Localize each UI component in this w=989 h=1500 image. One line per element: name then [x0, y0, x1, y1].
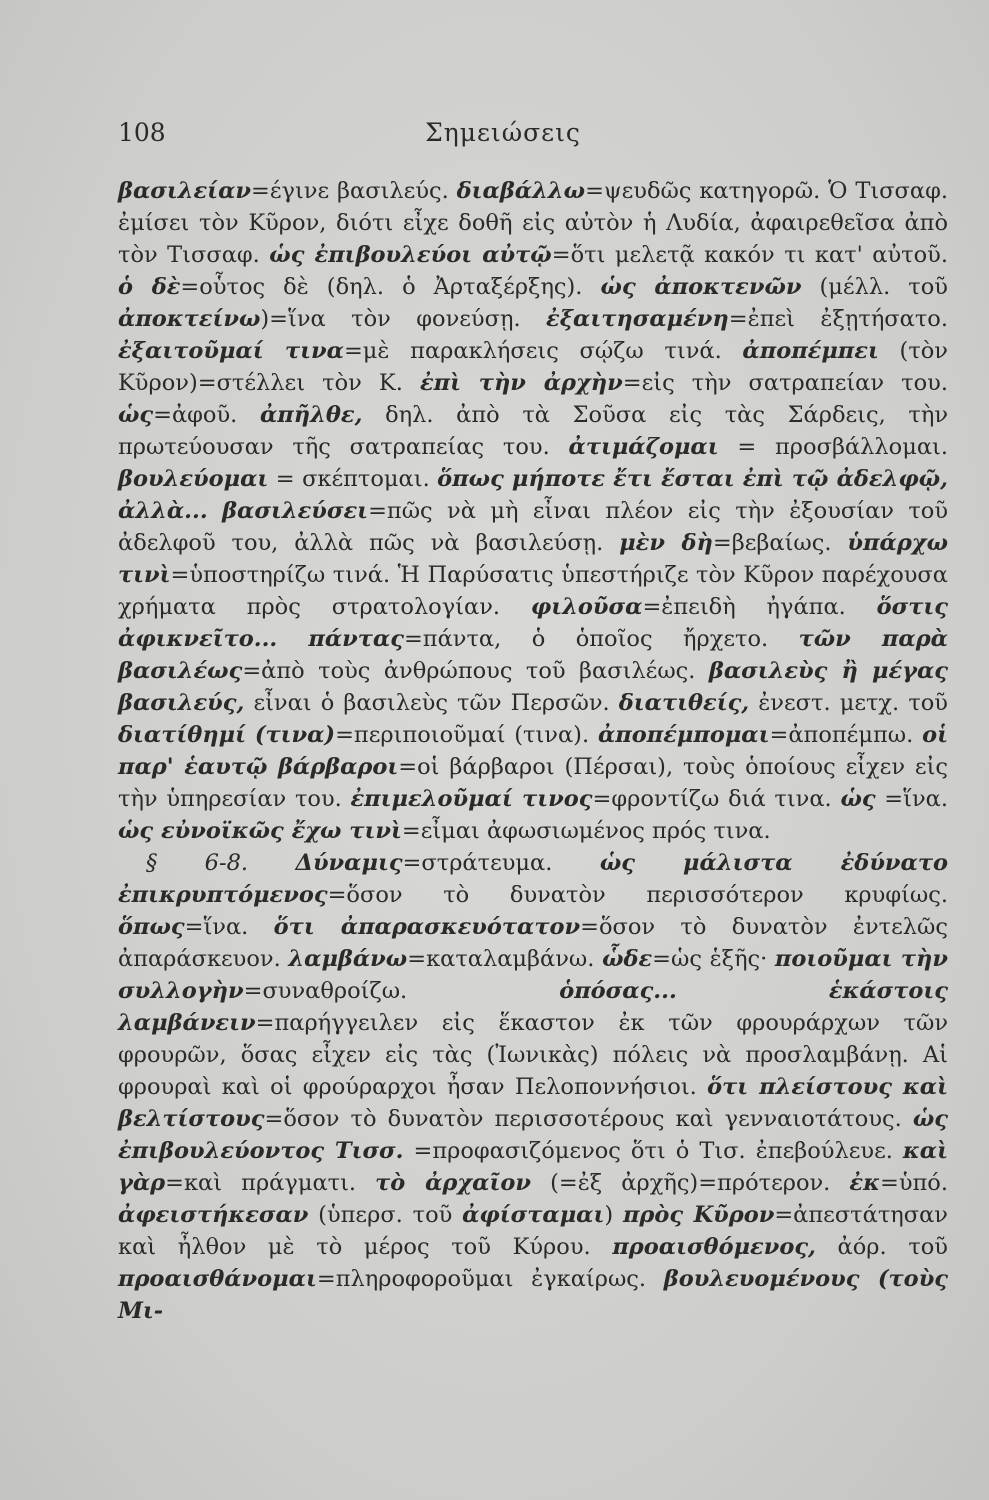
lemma: ἀποπέμπομαι [597, 722, 770, 748]
gloss-text: =πληροφοροῦμαι ἐγκαίρως. [316, 1266, 664, 1292]
lemma: βασιλεύσει [222, 498, 369, 524]
lemma: ὁπόσας... [559, 978, 677, 1004]
lemma: ἐξαιτησαμένη [546, 306, 729, 332]
gloss-text: =ἵνα. [875, 786, 948, 812]
gloss-text [246, 722, 255, 748]
body-text [118, 175, 948, 1327]
gloss-text: =εἶμαι ἀφωσιωμένος πρός τινα. [401, 818, 771, 844]
gloss-text: )=ἵνα τὸν φονεύσῃ. [260, 306, 547, 332]
paragraph-notes-1 [118, 175, 948, 847]
gloss-text: =φροντίζω διά τινα. [592, 786, 841, 812]
gloss-text: =βεβαίως. [712, 530, 848, 556]
running-head: Σημειώσεις [425, 118, 581, 147]
gloss-text: (μέλλ. τοῦ [801, 274, 948, 300]
lemma: ἀποκτείνω [118, 306, 261, 332]
gloss-text: =ὅτι μελετᾷ κακόν τι κατ' αὐτοῦ. [551, 242, 948, 268]
lemma: βουλεύομαι [118, 466, 269, 492]
lemma: ὅτι ἀπαρασκευότατον [273, 914, 581, 940]
lemma: ἑκάστοις λαμβάνειν [118, 978, 948, 1036]
lemma: ὡς ἐπιβουλεύοντος Τισσ. [118, 1106, 948, 1164]
lemma: ὡς μάλιστα ἐδύνατο ἐπικρυπτόμενος [118, 850, 948, 908]
gloss-text: =προφασιζόμενος ὅτι ὁ Τισ. ἐπεβούλευε. [403, 1138, 903, 1164]
lemma: φιλοῦσα [530, 594, 643, 620]
page-header [118, 118, 888, 158]
lemma: ὡς εὐνοϊκῶς ἔχω τινὶ [118, 818, 402, 844]
section-marker: § 6-8. [146, 850, 296, 876]
lemma: (τινα) [254, 722, 336, 748]
lemma: πρὸς Κῦρον [622, 1202, 775, 1228]
gloss-text: (=ἐξ ἀρχῆς)=πρότερον. [531, 1170, 850, 1196]
lemma: καὶ γὰρ [118, 1138, 948, 1196]
lemma: μὲν δὴ [619, 530, 713, 556]
gloss-text: =ψευδῶς κατηγορῶ. Ὁ Τισσαφ. ἐμίσει τὸν Κῦρον, διότι εἶχε δοθῆ εἰς αὐτὸν ἡ Λυδία, ἀφαιρεθεῖσα ἀπὸ τὸν Τισσαφ. [118, 178, 949, 268]
gloss-text: =ὅσον τὸ δυνατὸν περισσότερον κρυφίως. [327, 882, 948, 908]
gloss-text: =εἰς τὴν σατραπείαν του. [622, 370, 948, 396]
lemma: ἐκ [849, 1170, 880, 1196]
lemma: ἐξαιτοῦμαί τινα [118, 338, 344, 364]
gloss-text: =ἀπεστάτησαν καὶ ἦλθον μὲ τὸ μέρος τοῦ Κύρου. [118, 1202, 948, 1260]
lemma: ἀποπέμπει [742, 338, 879, 364]
gloss-text: ) [604, 1202, 623, 1228]
lemma: ποιοῦμαι τὴν συλλογὴν [118, 946, 948, 1004]
gloss-text: =καὶ πράγματι. [165, 1170, 376, 1196]
lemma: ὡς [840, 786, 876, 812]
gloss-text [677, 978, 829, 1004]
gloss-text: =συναθροίζω. [243, 978, 560, 1004]
lemma: ὡς ἀποκτενῶν [600, 274, 802, 300]
gloss-text: =μὲ παρακλήσεις σῴζω τινά. [343, 338, 743, 364]
lemma: Δύναμις [295, 850, 403, 876]
lemma: ἀφειστήκεσαν [118, 1202, 309, 1228]
gloss-text: =ὑπό. [879, 1170, 948, 1196]
lemma: τὸ ἀρχαῖον [375, 1170, 531, 1196]
gloss-text: ἐνεστ. μετχ. τοῦ [749, 690, 948, 716]
paragraph-notes-2 [118, 847, 948, 1327]
gloss-text: εἶναι ὁ βασιλεὺς τῶν Περσῶν. [244, 690, 619, 716]
page-number: 108 [118, 118, 166, 147]
lemma: ὡς [118, 402, 154, 428]
gloss-text: (ὑπερσ. τοῦ [308, 1202, 463, 1228]
lemma: ὡς ἐπιβουλεύοι αὐτῷ [269, 242, 552, 268]
lemma: ἀπῆλθε, [259, 402, 363, 428]
lemma: λαμβάνω [288, 946, 408, 972]
lemma: ἐπὶ τὴν ἀρχὴν [419, 370, 623, 396]
lemma: διατίθημί [118, 722, 246, 748]
gloss-text: =παρήγγειλεν εἰς ἕκαστον ἐκ τῶν φρουράρχων τῶν φρουρῶν, ὅσας εἶχεν εἰς τὰς (Ἰωνικὰς) πόλεις νὰ προσλαμβάνῃ. Αἱ φρουραὶ καὶ οἱ φρούραρχοι ἦσαν Πελοποννήσιοι. [118, 1010, 948, 1100]
gloss-text: =πῶς νὰ μὴ εἶναι πλέον εἰς τὴν ἐξουσίαν τοῦ ἀδελφοῦ του, ἀλλὰ πῶς νὰ βασιλεύσῃ. [118, 498, 949, 556]
gloss-text: ἀόρ. τοῦ [815, 1234, 948, 1260]
gloss-text: =ὅσον τὸ δυνατὸν περισσοτέρους καὶ γενναιοτάτους. [264, 1106, 913, 1132]
gloss-text: =ἀπὸ τοὺς ἀνθρώπους τοῦ βασιλέως. [242, 658, 709, 684]
gloss-text: =καταλαμβάνω. [407, 946, 603, 972]
lemma: βουλευομένους (τοὺς Μι- [118, 1266, 949, 1324]
gloss-text: =οἱ βάρβαροι (Πέρσαι), τοὺς ὁποίους εἶχεν εἰς τὴν ὑπηρεσίαν του. [118, 754, 948, 812]
lemma: ἐπιμελοῦμαί τινος [350, 786, 593, 812]
gloss-text [208, 498, 222, 524]
lemma: ὑπάρχω τινὶ [118, 530, 949, 588]
gloss-text: =στράτευμα. [402, 850, 600, 876]
gloss-text: =ὡς ἑξῆς· [652, 946, 775, 972]
lemma: προαισθόμενος, [612, 1234, 816, 1260]
gloss-text: =ἐπεὶ ἐξῃτήσατο. [728, 306, 948, 332]
lemma: βασιλείαν [118, 178, 252, 204]
lemma: ἀφίσταμαι [462, 1202, 605, 1228]
lemma: ὧδε [602, 946, 653, 972]
lemma: ἀτιμάζομαι [568, 434, 719, 460]
lemma: οἱ παρ' ἑαυτῷ βάρβαροι [118, 722, 948, 780]
gloss-text: =ἀφοῦ. [153, 402, 260, 428]
lemma: βασιλεὺς ἢ μέγας βασιλεύς, [118, 658, 948, 716]
gloss-text: =ὅσον τὸ δυνατὸν ἐντελῶς ἀπαράσκευον. [118, 914, 948, 972]
lemma: προαισθάνομαι [118, 1266, 317, 1292]
gloss-text: =ἵνα. [184, 914, 274, 940]
lemma: ὁ δὲ [118, 274, 181, 300]
gloss-text: = προσβάλλομαι. [718, 434, 949, 460]
lemma: διαβάλλω [456, 178, 586, 204]
lemma: ὅπως μήποτε ἔτι ἔσται ἐπὶ τῷ ἀδελφῷ, ἀλλὰ... [118, 466, 948, 524]
gloss-text: =οὗτος δὲ (δηλ. ὁ Ἀρταξέρξης). [180, 274, 601, 300]
lemma: ὅτι πλείστους καὶ βελτίστους [118, 1074, 948, 1132]
gloss-text: δηλ. ἀπὸ τὰ Σοῦσα εἰς τὰς Σάρδεις, τὴν πρωτεύουσαν τῆς σατραπείας του. [118, 402, 948, 460]
lemma: ὅπως [118, 914, 185, 940]
gloss-text: =ἀποπέμπω. [769, 722, 923, 748]
gloss-text: =έγινε βασιλεύς. [251, 178, 457, 204]
lemma: τῶν παρὰ βασιλέως [118, 626, 948, 684]
gloss-text: = σκέπτομαι. [268, 466, 438, 492]
lemma: διατιθείς, [618, 690, 750, 716]
gloss-text: =ἐπειδὴ ἠγάπα. [642, 594, 877, 620]
lemma: ὅστις ἀφικνεῖτο... πάντας [118, 594, 948, 652]
gloss-text: =πάντα, ὁ ὁποῖος ἤρχετο. [403, 626, 799, 652]
gloss-text: =ὑποστηρίζω τινά. Ἡ Παρύσατις ὑπεστήριζε τὸν Κῦρον παρέχουσα χρήματα πρὸς στρατολογίαν. [118, 562, 948, 620]
gloss-text: (τὸν Κῦρον)=στέλλει τὸν Κ. [118, 338, 948, 396]
gloss-text: =περιποιοῦμαί (τινα). [335, 722, 598, 748]
